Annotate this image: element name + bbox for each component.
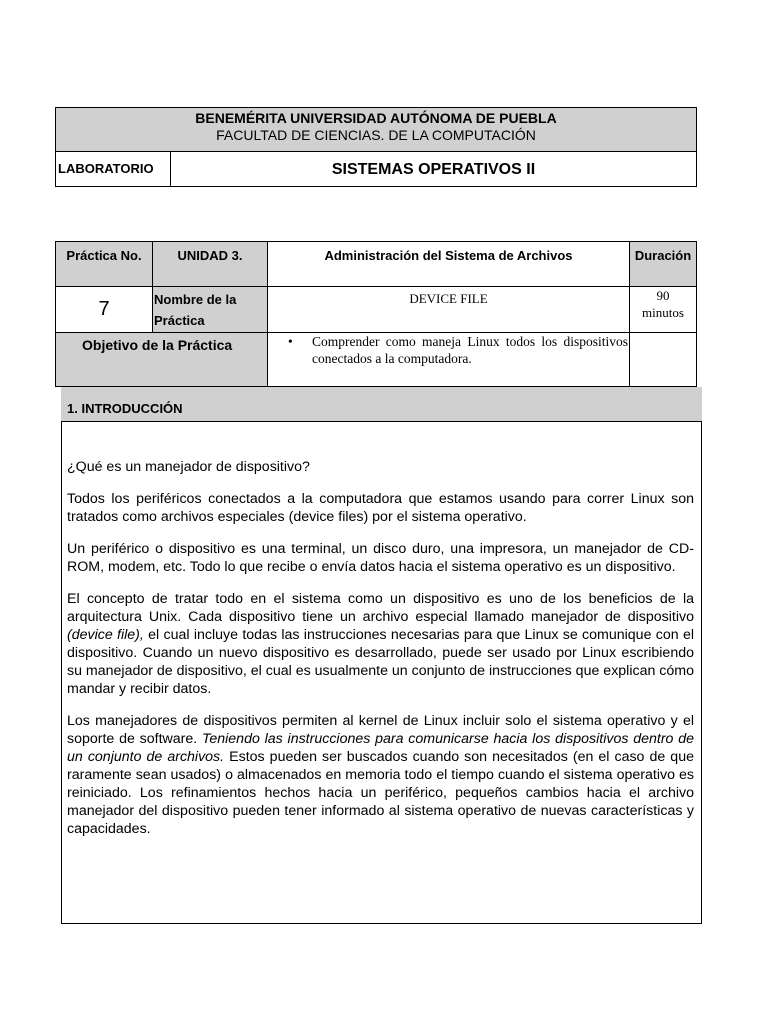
intro-p4-part-a: Los manejadores de dispositivos permiten al kernel de Linux incluir solo el sistema operativo y el soporte de software. (67, 713, 694, 747)
objective-label: Objetivo de la Práctica (55, 332, 268, 387)
institution-header (55, 107, 697, 152)
intro-question: ¿Qué es un manejador de dispositivo? (67, 459, 310, 475)
lab-name: SISTEMAS OPERATIVOS II (170, 151, 697, 187)
practice-number-label: Práctica No. (55, 241, 153, 287)
faculty-name: FACULTAD DE CIENCIAS. DE LA COMPUTACIÓN (216, 127, 536, 143)
intro-paragraph-1: Todos los periféricos conectados a la computadora que estamos usando para correr Linux son tratados como archivos especiales (device files) por el sistema operativo. (67, 491, 694, 525)
introduction-body (67, 458, 694, 852)
objective-bullet: • (288, 334, 293, 349)
objective-empty-cell (629, 332, 697, 387)
intro-p4-part-b: Estos pueden ser buscados cuando son necesitados (en el caso de que raramente sean usados) o almacenados en memoria todo el tiempo cuando el sistema operativo es reiniciado. Los refinamientos hechos hacia un periférico, pequeños cambios hacia el archivo manejador del dispositivo pueden tener informado al sistema operativo de nuevas características y capacidades. (67, 749, 694, 837)
university-name: BENEMÉRITA UNIVERSIDAD AUTÓNOMA DE PUEBLA (195, 110, 557, 126)
introduction-heading: 1. INTRODUCCIÓN (61, 387, 702, 422)
practice-name: DEVICE FILE (267, 286, 630, 333)
intro-p3-part-b: el cual incluye todas las instrucciones necesarias para que Linux se comunique con el dispositivo. Cuando un nuevo dispositivo es desarrollado, puede ser usado por Linux escribiendo su manejador de dispositivo, el cual es usualmente un conjunto de instrucciones que explican cómo mandar y recibir datos. (67, 627, 694, 697)
intro-paragraph-2: Un periférico o dispositivo es una terminal, un disco duro, una impresora, un manejador de CD-ROM, modem, etc. Todo lo que recibe o envía datos hacia el sistema operativo es un dispositivo. (67, 541, 694, 575)
duration-label: Duración (629, 241, 697, 287)
objective-text: Comprender como maneja Linux todos los dispositivos conectados a la computadora. (312, 334, 628, 366)
lab-label: LABORATORIO (55, 151, 171, 187)
duration-number: 90 (656, 288, 670, 303)
intro-p3-part-a: El concepto de tratar todo en el sistema como un dispositivo es uno de los beneficios de la arquitectura Unix. Cada dispositivo tiene un archivo especial llamado manejador de dispositivo (67, 591, 694, 625)
practice-name-label: Nombre de la Práctica (152, 286, 268, 333)
duration-value (629, 286, 697, 333)
intro-p3-italic: (device file), (67, 627, 144, 643)
practice-number: 7 (55, 286, 153, 333)
intro-paragraph-3 (67, 590, 694, 698)
intro-paragraph-4 (67, 712, 694, 838)
objective-cell (267, 332, 630, 387)
topic-label: Administración del Sistema de Archivos (267, 241, 630, 287)
duration-unit: minutos (642, 305, 684, 320)
unit-label: UNIDAD 3. (152, 241, 268, 287)
intro-p4-italic: Teniendo las instrucciones para comunicarse hacia los dispositivos dentro de un conjunto de archivos. (67, 731, 694, 765)
